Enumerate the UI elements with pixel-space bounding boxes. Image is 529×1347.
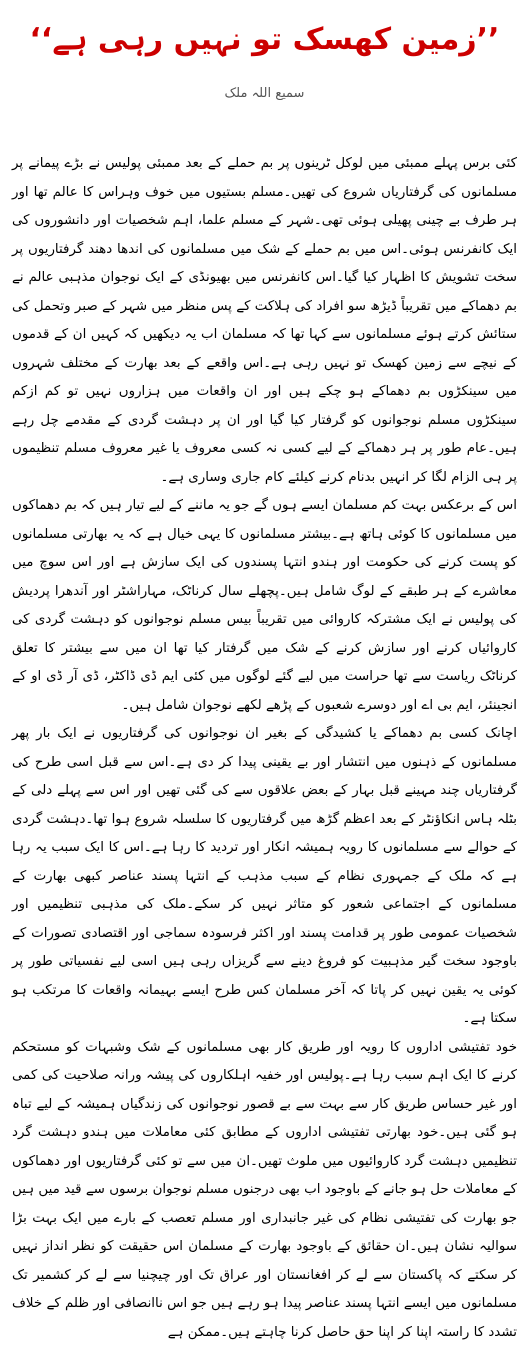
paragraph: خود تفتیشی اداروں کا رویہ اور طریق کار بھی مسلمانوں کے شک وشبہات کو مستحکم کرنے کا ایک اہم سبب رہا ہے۔پولیس اور خفیہ اہلکاروں کی پیشہ ورانہ صلاحیت کی کمی اور غیر حساس طریق کار سے بہت سے بے قصور نوجوانوں کی زندگیاں ہمیشہ کے لیے تباہ ہو گئی ہیں۔خود بھارتی تفتیشی اداروں کے مطابق کئی معاملات میں ہندو دہشت گرد تنظیمیں دہشت گرد کاروائیوں میں ملوث تھیں۔ان میں سے تو کئی گرفتاریوں اور دھماکوں کے معاملات حل ہو جانے کے باوجود اب بھی درجنوں مسلم نوجوان برسوں سے قید میں ہیں جو بھارت کی تفتیشی نظام کی غیر جانبداری اور مسلم تعصب کے بارے میں ایک بہت بڑا سوالیہ نشان ہیں۔ان حقائق کے باوجود بھارت کے مسلمان اس حقیقت کو نظر انداز نہیں کر سکتے کہ پاکستان سے لے کر افغانستان اور عراق تک اور چیچنیا سے لے کر کشمیر تک مسلمانوں میں ایسے انتہا پسند عناصر پیدا ہو رہے ہیں جو اس ناانصافی اور ظلم کے خلاف تشدد کا راستہ اپنا کر اپنا حق حاصل کرنا چاہتے ہیں۔ممکن ہے (12, 1034, 517, 1347)
paragraph: اس کے برعکس بہت کم مسلمان ایسے ہوں گے جو یہ ماننے کے لیے تیار ہیں کہ بم دھماکوں میں مسلمانوں کا کوئی ہاتھ ہے۔بیشتر مسلمانوں کا یہی خیال ہے کہ یہ بھارتی مسلمانوں کو پست کرنے کی حکومت اور ہندو انتہا پسندوں کی ایک سازش ہے اور اس سوچ میں معاشرے کے ہر طبقے کے لوگ شامل ہیں۔پچھلے سال کرناٹک، مہاراشٹر اور آندھرا پردیش کی پولیس نے ایک مشترکہ کاروائی میں تقریباً بیس مسلم نوجوانوں کو دہشت گردی کی کاروائیاں کرنے اور سازش کرنے کے شک میں گرفتار کیا تھا ان میں سے بیشتر کا تعلق کرناٹک ریاست سے تھا حراست میں لیے گئے لوگوں میں کئی ایم ڈی ڈاکٹر، ڈی آر ڈی او کے انجینئر، ایم بی اے اور دوسرے شعبوں کے پڑھے لکھے نوجوان شامل ہیں۔ (12, 492, 517, 720)
article-body (12, 150, 517, 1347)
article-title: ’’زمین کھسک تو نہیں رہی ہے‘‘ (0, 10, 529, 70)
paragraph: اچانک کسی بم دھماکے یا کشیدگی کے بغیر ان نوجوانوں کی گرفتاریوں نے ایک بار پھر مسلمانوں کے ذہنوں میں انتشار اور بے یقینی پیدا کر دی ہے۔اس سے قبل اسی طرح کی گرفتاریاں چند مہینے قبل بہار کے بعض علاقوں سے کی گئی تھیں اور اس سے پہلے دلی کے بٹلہ ہاس انکاؤنٹر کے بعد اعظم گڑھ میں گرفتاریوں کا سلسلہ شروع ہوا تھا۔دہشت گردی کے حوالے سے مسلمانوں کا رویہ ہمیشہ انکار اور ترديد کا رہا ہے۔اس کا ایک سبب یہ رہا ہے کہ ملک کے جمہوری نظام کے سبب مذہب کے انتہا پسند عناصر کبھی بھارت کے مسلمانوں کے اجتماعی شعور کو متاثر نہیں کر سکے۔ملک کی مذہبی تنظیمیں اور شخصیات عمومی طور پر قدامت پسند اور اکثر فرسودہ سماجی اور اقتصادی تصورات کے باوجود سخت گیر مذہبیت کو فروغ دینے سے گریزاں رہی ہیں اسی لیے نفسیاتی طور پر کوئی یہ یقین نہیں کر پاتا کہ آخر مسلمان کس طرح ایسے بہیمانہ واقعات کا مرتکب ہو سکتا ہے۔ (12, 720, 517, 1034)
paragraph: کئی برس پہلے ممبئی میں لوکل ٹرینوں پر بم حملے کے بعد ممبئی پولیس نے بڑے پیمانے پر مسلمانوں کی گرفتاریاں شروع کی تھیں۔مسلم بستیوں میں خوف وہراس کا عالم تھا اور ہر طرف بے چینی پھیلی ہوئی تھی۔شہر کے مسلم علما، اہم شخصیات اور دانشوروں کی ایک کانفرنس ہوئی۔اس میں بم حملے کے شک میں مسلمانوں کی اندھا دھند گرفتاریوں پر سخت تشویش کا اظہار کیا گیا۔اس کانفرنس میں بھیونڈی کے ایک نوجوان مذہبی عالم نے بم دھماکے میں تقریباً ڈیڑھ سو افراد کی ہلاکت کے پس منظر میں شہر کے صبر وتحمل کی ستائش کرتے ہوئے مسلمانوں سے کہا تھا کہ مسلمان اب یہ دیکھیں کہ کہیں ان کے قدموں کے نیچے سے زمین کھسک تو نہیں رہی ہے۔اس واقعے کے بعد بھارت کے مختلف شہروں میں سینکڑوں بم دھماکے ہو چکے ہیں اور ان واقعات میں ہزاروں نہیں تو کم ازکم سینکڑوں مسلم نوجوانوں کو گرفتار کیا گیا اور ان پر دہشت گردی کے مقدمے چل رہے ہیں۔عام طور پر ہر دھماکے کے لیے کسی نہ کسی معروف یا غیر معروف مسلم تنظیموں پر ہی الزام لگا کر انہیں بدنام کرنے کیلئے کام جاری وساری ہے۔ (12, 150, 517, 492)
author-byline: سمیع اللہ ملک (0, 86, 529, 101)
